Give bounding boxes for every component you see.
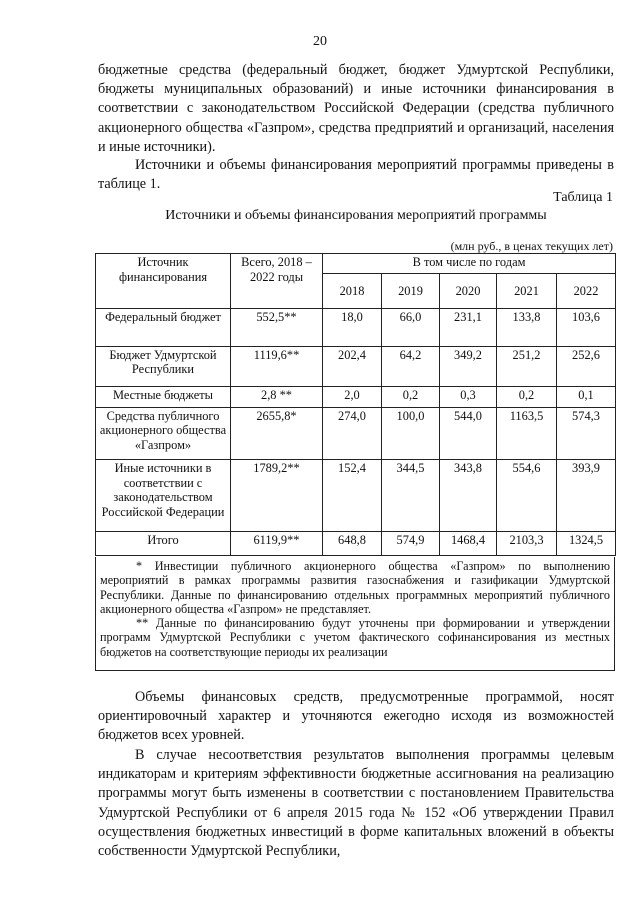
table-row xyxy=(96,407,616,460)
row-value: 252,6 xyxy=(557,346,616,387)
table-title: Источники и объемы финансирования мероприятий программы xyxy=(165,208,547,223)
row-value: 0,2 xyxy=(382,387,440,407)
table-units: (млн руб., в ценах текущих лет) xyxy=(450,239,613,253)
row-value: 574,9 xyxy=(382,531,440,555)
row-source: Местные бюджеты xyxy=(96,387,231,407)
paragraph-budget-changes: В случае несоответствия результатов выполнения программы целевым индикаторам и критериям эффективности бюджетные ассигнования на реализацию программы могут быть изменены в соответствии с постановлением Правительства Удмуртской Республики от 6 апреля 2015 года № 152 «Об утверждении Правил осуществления бюджетных инвестиций в форме капитальных вложений в объекты собственности Удмуртской Республики, xyxy=(98,747,614,860)
row-value: 2103,3 xyxy=(497,531,557,555)
row-source: Бюджет Удмуртской Республики xyxy=(96,346,231,387)
financing-table xyxy=(95,253,616,556)
table-row xyxy=(96,308,616,346)
row-value: 1324,5 xyxy=(557,531,616,555)
paragraph-table-reference: Источники и объемы финансирования мероприятий программы приведены в таблице 1. xyxy=(98,157,614,193)
row-value: 393,9 xyxy=(557,460,616,531)
row-value: 103,6 xyxy=(557,308,616,346)
row-value: 251,2 xyxy=(497,346,557,387)
table-notes xyxy=(95,557,615,671)
paragraph-indicative-volumes: Объемы финансовых средств, предусмотренные программой, носят ориентировочный характер и уточняются ежегодно исходя из возможностей бюджетов всех уровней. xyxy=(98,689,614,744)
row-value: 554,6 xyxy=(497,460,557,531)
row-value: 18,0 xyxy=(323,308,382,346)
row-value: 133,8 xyxy=(497,308,557,346)
row-value: 66,0 xyxy=(382,308,440,346)
header-year: 2021 xyxy=(497,274,557,309)
row-value: 202,4 xyxy=(323,346,382,387)
row-value: 344,5 xyxy=(382,460,440,531)
row-value: 64,2 xyxy=(382,346,440,387)
row-value: 231,1 xyxy=(440,308,497,346)
row-value: 274,0 xyxy=(323,407,382,460)
table-number: Таблица 1 xyxy=(553,190,613,205)
note-gazprom: * Инвестиции публичного акционерного общества «Газпром» по выполнению мероприятий в рамках программы развития газоснабжения и газификации Удмуртской Республики. Данные по финансированию отдельных программных мероприятий публичного акционерного общества «Газпром» не представляет. xyxy=(100,559,610,616)
row-total: 2655,8* xyxy=(231,407,323,460)
table-row xyxy=(96,460,616,531)
row-value: 343,8 xyxy=(440,460,497,531)
row-source: Федеральный бюджет xyxy=(96,308,231,346)
row-value: 1163,5 xyxy=(497,407,557,460)
row-source: Иные источники в соответствии с законодательством Российской Федерации xyxy=(96,460,231,531)
row-total: 1119,6** xyxy=(231,346,323,387)
row-value: 100,0 xyxy=(382,407,440,460)
header-by-years: В том числе по годам xyxy=(323,254,616,274)
header-year: 2020 xyxy=(440,274,497,309)
note-clarification: ** Данные по финансированию будут уточнены при формировании и утверждении программ Удмуртской Республики с учетом фактического софинансирования из местных бюджетов на соответствующие периоды их реализации xyxy=(100,616,610,659)
header-year: 2019 xyxy=(382,274,440,309)
row-value: 574,3 xyxy=(557,407,616,460)
row-source: Средства публичного акционерного общества «Газпром» xyxy=(96,407,231,460)
row-value: 544,0 xyxy=(440,407,497,460)
table-row xyxy=(96,346,616,387)
table-row-total xyxy=(96,531,616,555)
row-value: 0,2 xyxy=(497,387,557,407)
row-value: 2,0 xyxy=(323,387,382,407)
row-value: 349,2 xyxy=(440,346,497,387)
row-source: Итого xyxy=(96,531,231,555)
row-value: 152,4 xyxy=(323,460,382,531)
page-number: 20 xyxy=(313,34,327,49)
header-source: Источник финансирования xyxy=(96,254,231,309)
header-total: Всего, 2018 – 2022 годы xyxy=(231,254,323,309)
row-total: 552,5** xyxy=(231,308,323,346)
paragraph-funding-sources: бюджетные средства (федеральный бюджет, бюджет Удмуртской Республики, бюджеты муниципальных образований) и иные источники финансирования в соответствии с законодательством Российской Федерации (средства публичного акционерного общества «Газпром», средства предприятий и организаций, населения и иные источники). xyxy=(98,62,614,155)
header-year: 2018 xyxy=(323,274,382,309)
header-year: 2022 xyxy=(557,274,616,309)
row-total: 1789,2** xyxy=(231,460,323,531)
table-row xyxy=(96,387,616,407)
row-value: 1468,4 xyxy=(440,531,497,555)
row-value: 0,1 xyxy=(557,387,616,407)
row-value: 648,8 xyxy=(323,531,382,555)
row-total: 6119,9** xyxy=(231,531,323,555)
row-total: 2,8 ** xyxy=(231,387,323,407)
row-value: 0,3 xyxy=(440,387,497,407)
